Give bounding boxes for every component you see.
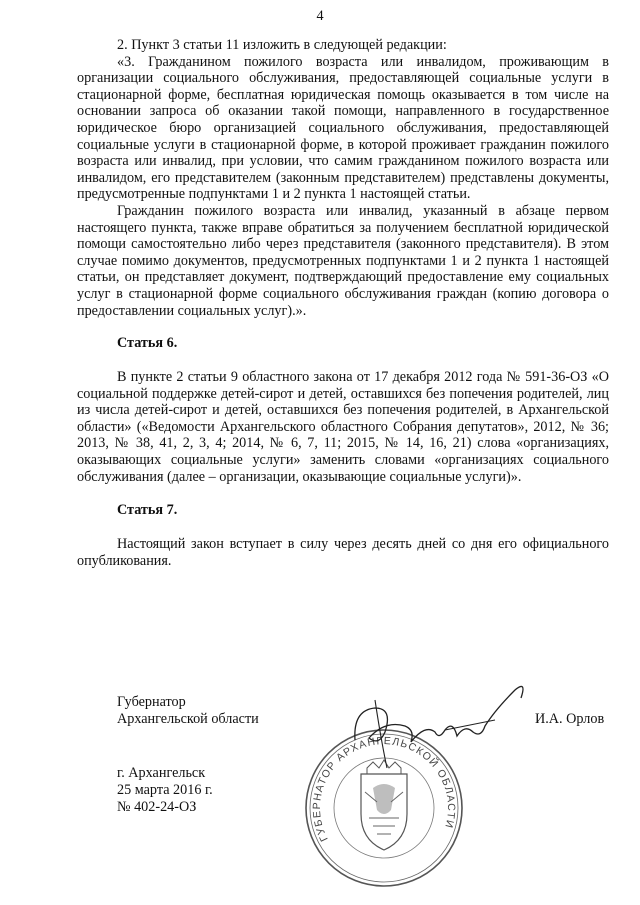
article-7-heading: Статья 7. xyxy=(117,502,178,519)
handwritten-signature xyxy=(345,680,545,770)
signatory-name: И.А. Орлов xyxy=(535,711,605,727)
document-body xyxy=(77,37,609,569)
footer-city: г. Архангельск xyxy=(117,765,206,781)
article-7-text: Настоящий закон вступает в силу через десять дней со дня его официального опубликования. xyxy=(77,536,609,569)
footer-number: № 402-24-ОЗ xyxy=(117,798,197,815)
article-6-heading: Статья 6. xyxy=(117,335,178,352)
signatory-title xyxy=(117,694,259,728)
document-footer xyxy=(117,765,213,815)
page-number: 4 xyxy=(316,8,324,24)
amendment-text: «3. Гражданином пожилого возраста или инвалидом, проживающим в организации социального обслуживания, предоставляющей социальные услуги в стационарной форме, бесплатная юридическая помощь оказывается в том числе на основании запроса об оказании такой помощи, направленного в государственное юридическое бюро организацией социального обслуживания, предоставляющей социальные услуги в стационарной форме, в которой проживает гражданин пожилого возраста или инвалид, при условии, что самим гражданином пожилого возраста или инвалидом, его представителем (законным представителем) представлены документы, предусмотренные подпунктами 1 и 2 пункта 1 настоящей статьи. xyxy=(77,53,609,203)
article-6-text: В пункте 2 статьи 9 областного закона от 17 декабря 2012 года № 591-36-ОЗ «О социальной поддержке детей-сирот и детей, оставшихся без попечения родителей, лиц из числа детей-сирот и детей, оставшихся без попечения родителей, в Архангельской области» («Ведомости Архангельского областного Собрания депутатов», 2012, № 36; 2013, № 38, 41, 2, 3, 4; 2014, № 6, 7, 11; 2015, № 14, 16, 21) слова «организациях, оказывающих социальные услуги» заменить словами «организациях социального обслуживания (далее – организации, оказывающие социальные услуги)». xyxy=(77,369,609,485)
signatory-title-line1: Губернатор xyxy=(117,694,186,710)
seal-text: ГУБЕРНАТОР АРХАНГЕЛЬСКОЙ ОБЛАСТИ xyxy=(310,735,458,844)
footer-date: 25 марта 2016 г. xyxy=(117,781,213,798)
signatory-title-line2: Архангельской области xyxy=(117,710,259,727)
amendment-intro: 2. Пункт 3 статьи 11 изложить в следующей редакции: xyxy=(117,37,447,53)
amendment-text-continued: Гражданин пожилого возраста или инвалид, указанный в абзаце первом настоящего пункта, также вправе обратиться за получением бесплатной юридической помощи самостоятельно либо через представителя (законного представителя). В этом случае помимо документов, предусмотренных подпунктами 1 и 2 пункта 1 настоящей статьи, он представляет документ, подтверждающий предоставление ему социальных услуг в стационарной форме социального обслуживания граждан (копию договора о предоставлении социальных услуг).». xyxy=(77,202,609,319)
